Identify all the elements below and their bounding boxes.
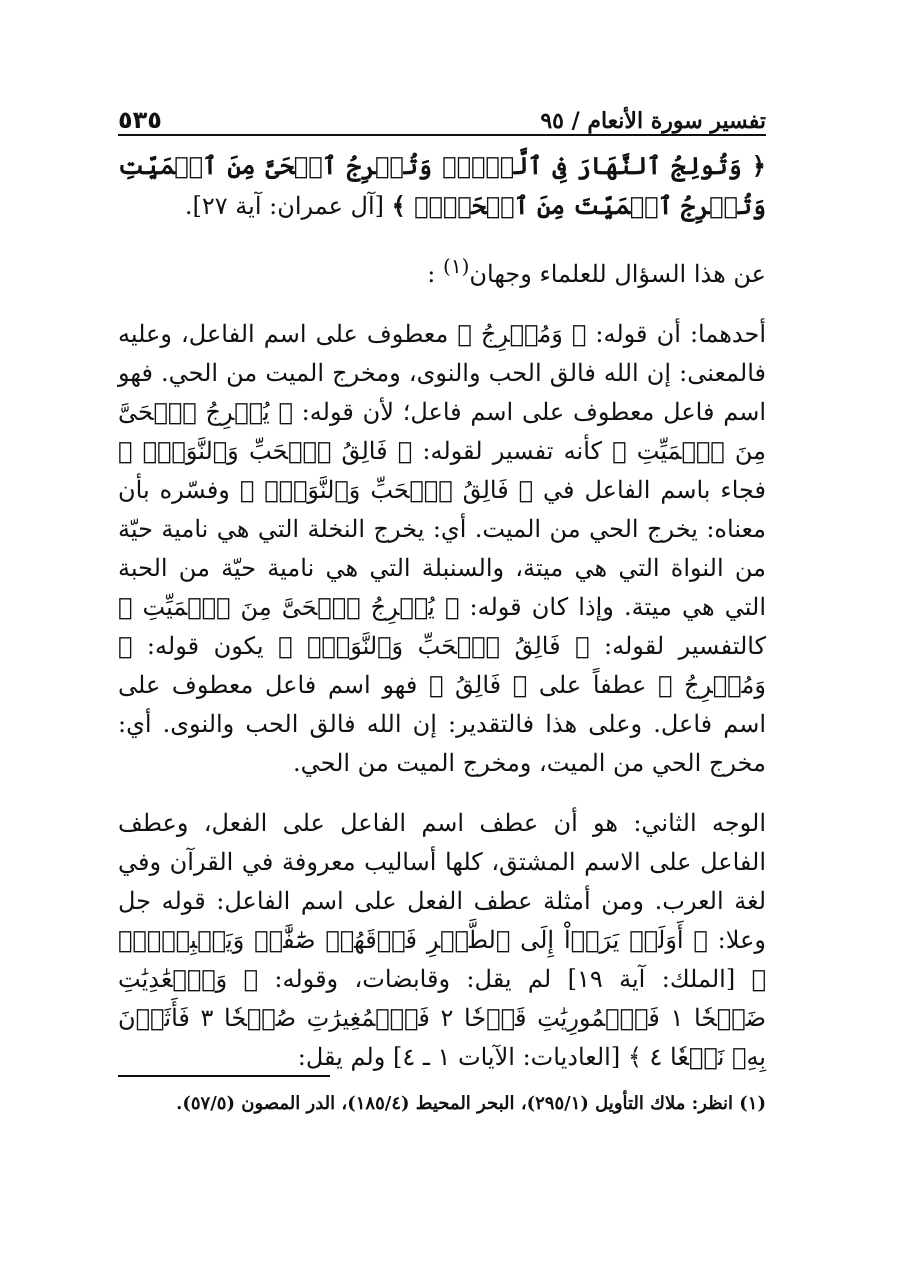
quran-quote-paragraph [118, 146, 766, 226]
header-title: تفسير سورة الأنعام / ٩٥ [540, 108, 766, 134]
question-intro-text: عن هذا السؤال للعلماء وجهان [469, 260, 766, 288]
first-view-paragraph: أحدهما: أن قوله: ﴿ وَمُخۡرِجُ ﴾ معطوف على اسم الفاعل، وعليه فالمعنى: إن الله فالق الحب والنوى، ومخرج الميت من الحي. فهو اسم فاعل معطوف على اسم فاعل؛ لأن قوله: ﴿ يُخۡرِجُ ٱلۡحَىَّ مِنَ ٱلۡمَيِّتِ ﴾ كأنه تفسير لقوله: ﴿ فَالِقُ ٱلۡحَبِّ وَٱلنَّوَىٰۖ ﴾ فجاء باسم الفاعل في ﴿ فَالِقُ ٱلۡحَبِّ وَٱلنَّوَىٰۖ ﴾ وفسّره بأن معناه: يخرج الحي من الميت. أي: يخرج النخلة التي هي نامية حيّة من النواة التي هي ميتة، والسنبلة التي هي نامية حيّة من الحبة التي هي ميتة. وإذا كان قوله: ﴿ يُخۡرِجُ ٱلۡحَىَّ مِنَ ٱلۡمَيِّتِ ﴾ كالتفسير لقوله: ﴿ فَالِقُ ٱلۡحَبِّ وَٱلنَّوَىٰۖ ﴾ يكون قوله: ﴿ وَمُخۡرِجُ ﴾ عطفاً على ﴿ فَالِقُ ﴾ فهو اسم فاعل معطوف على اسم فاعل. وعلى هذا فالتقدير: إن الله فالق الحب والنوى. أي: مخرج الحي من الميت، ومخرج الميت من الحي. [118, 320, 766, 777]
second-view-paragraph: الوجه الثاني: هو أن عطف اسم الفاعل على الفعل، وعطف الفاعل على الاسم المشتق، كلها أساليب معروفة في القرآن وفي لغة العرب. ومن أمثلة عطف الفعل على اسم الفاعل: قوله جل وعلا: ﴿ أَوَلَمۡ يَرَوۡاْ إِلَى ٱلطَّيۡرِ فَوۡقَهُمۡ صَٰٓفَّٰتٖ وَيَقۡبِضۡنَۚ ﴾ [الملك: آية ١٩] لم يقل: وقابضات، وقوله: ﴿ وَٱلۡعَٰدِيَٰتِ ضَبۡحٗا ١ فَٱلۡمُورِيَٰتِ قَدۡحٗا ٢ فَٱلۡمُغِيرَٰتِ صُبۡحٗا ٣ فَأَثَرۡنَ بِهِۦ نَقۡعٗا ٤ ﴾ [العاديات: الآيات ١ ـ ٤] ولم يقل: [118, 809, 767, 1071]
footnote-divider [118, 1075, 330, 1077]
question-intro [118, 247, 766, 294]
quote-reference: [آل عمران: آية ٢٧]. [184, 192, 385, 220]
footnote-1: (١) انظر: ملاك التأويل (٢٩٥/١)، البحر المحيط (١٨٥/٤)، الدر المصون (٥٧/٥). [176, 1093, 766, 1114]
footnote-marker[interactable]: (١) [443, 254, 470, 278]
quran-quote: ﴿ وَتُولِجُ ٱلنَّهَارَ فِى ٱلَّيۡلِۖ وَتُخۡرِجُ ٱلۡحَىَّ مِنَ ٱلۡمَيِّتِ وَتُخۡرِجُ ٱلۡمَيِّتَ مِنَ ٱلۡحَىِّۖ ﴾ [118, 151, 766, 220]
colon: : [427, 260, 436, 288]
page-number: ٥٣٥ [118, 106, 162, 134]
footnotes [118, 1075, 766, 1120]
main-text [118, 146, 766, 1077]
page [118, 100, 766, 1098]
running-header [118, 100, 766, 136]
